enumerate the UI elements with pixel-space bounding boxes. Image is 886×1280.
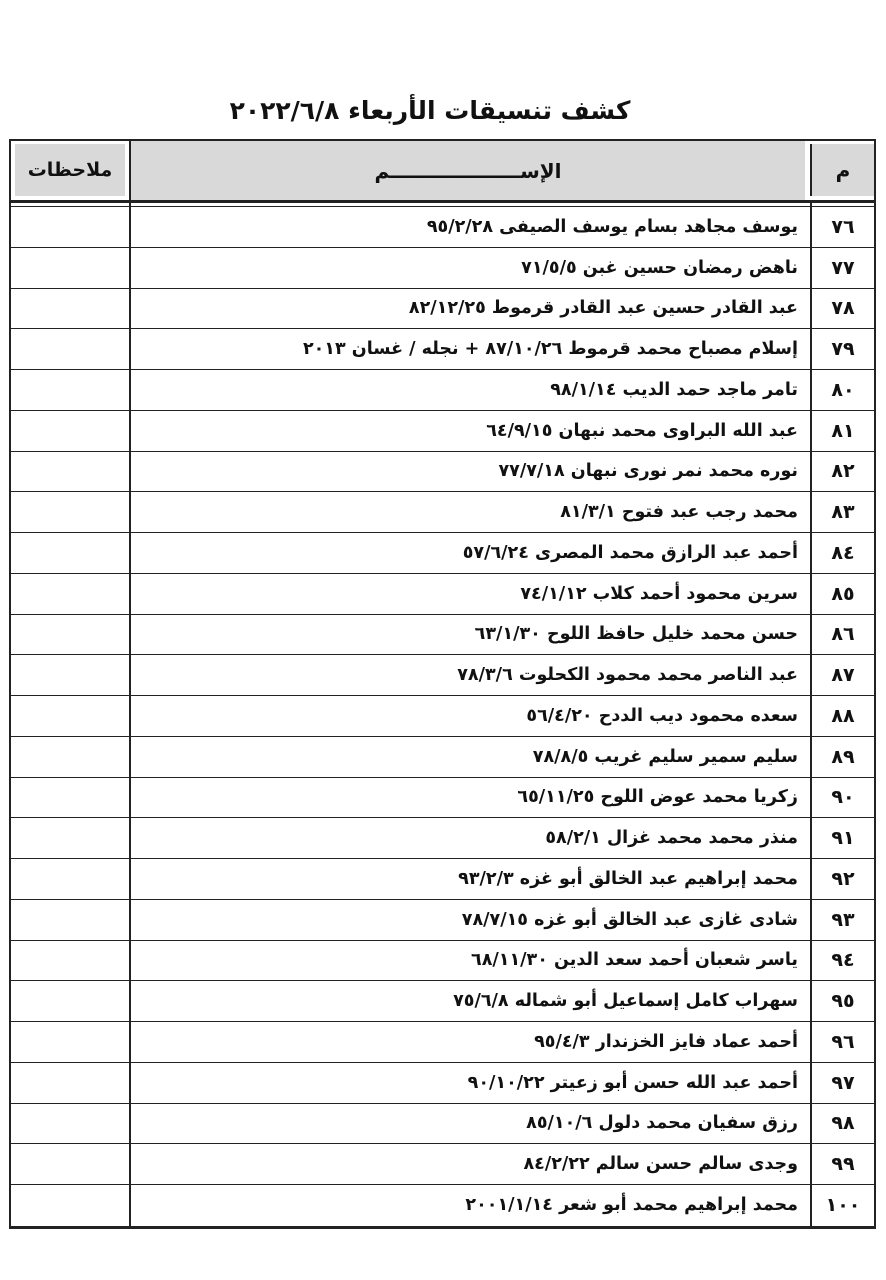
table-row (11, 737, 874, 778)
row-number: ٩٩ (810, 1144, 874, 1184)
table-row (11, 533, 874, 574)
table-row (11, 1063, 874, 1104)
table-row (11, 207, 874, 248)
row-notes (11, 492, 129, 532)
row-number: ٩٦ (810, 1022, 874, 1062)
row-notes (11, 411, 129, 451)
table-row (11, 574, 874, 615)
row-number: ٨٧ (810, 655, 874, 695)
row-notes (11, 1144, 129, 1184)
row-notes (11, 289, 129, 329)
row-notes (11, 248, 129, 288)
header-name: الإســـــــــــــــــــم (129, 141, 805, 200)
row-notes (11, 818, 129, 858)
row-notes (11, 1185, 129, 1226)
row-name: نوره محمد نمر نورى نبهان ٧٧/٧/١٨ (129, 452, 810, 492)
row-number: ٧٦ (810, 207, 874, 247)
row-notes (11, 778, 129, 818)
table-row (11, 492, 874, 533)
row-name: تامر ماجد حمد الديب ٩٨/١/١٤ (129, 370, 810, 410)
row-name: رزق سفيان محمد دلول ٨٥/١٠/٦ (129, 1104, 810, 1144)
row-number: ٩٤ (810, 941, 874, 981)
row-number: ٩٨ (810, 1104, 874, 1144)
row-name: يوسف مجاهد بسام يوسف الصيفى ٩٥/٢/٢٨ (129, 207, 810, 247)
row-name: شادى غازى عبد الخالق أبو غزه ٧٨/٧/١٥ (129, 900, 810, 940)
table-row (11, 289, 874, 330)
row-notes (11, 1063, 129, 1103)
row-number: ٨٥ (810, 574, 874, 614)
row-number: ٧٩ (810, 329, 874, 369)
row-notes (11, 981, 129, 1021)
row-number: ٨١ (810, 411, 874, 451)
row-number: ٨٣ (810, 492, 874, 532)
table-row (11, 411, 874, 452)
table-row (11, 859, 874, 900)
row-notes (11, 207, 129, 247)
row-notes (11, 533, 129, 573)
row-notes (11, 737, 129, 777)
row-number: ٩١ (810, 818, 874, 858)
row-number: ٩٣ (810, 900, 874, 940)
row-name: سعده محمود ديب الددح ٥٦/٤/٢٠ (129, 696, 810, 736)
header-number: م (810, 144, 874, 196)
row-name: ناهض رمضان حسين غبن ٧١/٥/٥ (129, 248, 810, 288)
page-title: كشف تنسيقات الأربعاء ٢٠٢٢/٦/٨ (229, 96, 631, 125)
row-notes (11, 696, 129, 736)
row-name: سهراب كامل إسماعيل أبو شماله ٧٥/٦/٨ (129, 981, 810, 1021)
row-name: أحمد عبد الرازق محمد المصرى ٥٧/٦/٢٤ (129, 533, 810, 573)
table-row (11, 900, 874, 941)
row-number: ٨٩ (810, 737, 874, 777)
row-name: زكريا محمد عوض اللوح ٦٥/١١/٢٥ (129, 778, 810, 818)
row-notes (11, 329, 129, 369)
row-number: ١٠٠ (810, 1185, 874, 1226)
row-number: ٩٧ (810, 1063, 874, 1103)
row-number: ٧٨ (810, 289, 874, 329)
row-name: عبد القادر حسين عبد القادر قرموط ٨٢/١٢/٢٥ (129, 289, 810, 329)
row-name: عبد الناصر محمد محمود الكحلوت ٧٨/٣/٦ (129, 655, 810, 695)
table-row (11, 1104, 874, 1145)
table-row (11, 696, 874, 737)
table-row (11, 1144, 874, 1185)
names-table (9, 139, 876, 1229)
row-notes (11, 655, 129, 695)
row-notes (11, 615, 129, 655)
row-name: أحمد عبد الله حسن أبو زعيتر ٩٠/١٠/٢٢ (129, 1063, 810, 1103)
table-row (11, 329, 874, 370)
row-name: أحمد عماد فايز الخزندار ٩٥/٤/٣ (129, 1022, 810, 1062)
table-row (11, 655, 874, 696)
row-number: ٨٢ (810, 452, 874, 492)
row-number: ٩٢ (810, 859, 874, 899)
row-name: منذر محمد محمد غزال ٥٨/٢/١ (129, 818, 810, 858)
row-notes (11, 900, 129, 940)
row-name: عبد الله البراوى محمد نبهان ٦٤/٩/١٥ (129, 411, 810, 451)
row-number: ٨٤ (810, 533, 874, 573)
row-name: محمد إبراهيم محمد أبو شعر ٢٠٠١/١/١٤ (129, 1185, 810, 1226)
row-notes (11, 941, 129, 981)
row-name: حسن محمد خليل حافظ اللوح ٦٣/١/٣٠ (129, 615, 810, 655)
row-notes (11, 452, 129, 492)
row-name: وجدى سالم حسن سالم ٨٤/٢/٢٢ (129, 1144, 810, 1184)
row-number: ٨٠ (810, 370, 874, 410)
row-number: ٧٧ (810, 248, 874, 288)
table-row (11, 941, 874, 982)
row-notes (11, 1104, 129, 1144)
row-notes (11, 574, 129, 614)
table-row (11, 248, 874, 289)
row-name: إسلام مصباح محمد قرموط ٨٧/١٠/٢٦ + نجله / غسان ٢٠١٣ (129, 329, 810, 369)
table-row (11, 615, 874, 656)
row-notes (11, 370, 129, 410)
row-name: محمد إبراهيم عبد الخالق أبو غزه ٩٣/٢/٣ (129, 859, 810, 899)
row-name: محمد رجب عبد فتوح ٨١/٣/١ (129, 492, 810, 532)
row-number: ٨٨ (810, 696, 874, 736)
table-row (11, 452, 874, 493)
row-name: ياسر شعبان أحمد سعد الدين ٦٨/١١/٣٠ (129, 941, 810, 981)
row-number: ٩٠ (810, 778, 874, 818)
table-row (11, 818, 874, 859)
table-header (11, 141, 874, 203)
table-row (11, 981, 874, 1022)
row-number: ٩٥ (810, 981, 874, 1021)
row-notes (11, 859, 129, 899)
row-notes (11, 1022, 129, 1062)
table-row (11, 1022, 874, 1063)
table-row (11, 778, 874, 819)
row-name: سرين محمود أحمد كلاب ٧٤/١/١٢ (129, 574, 810, 614)
table-row (11, 1185, 874, 1226)
row-number: ٨٦ (810, 615, 874, 655)
header-notes: ملاحظات (15, 144, 125, 196)
table-row (11, 370, 874, 411)
row-name: سليم سمير سليم غريب ٧٨/٨/٥ (129, 737, 810, 777)
